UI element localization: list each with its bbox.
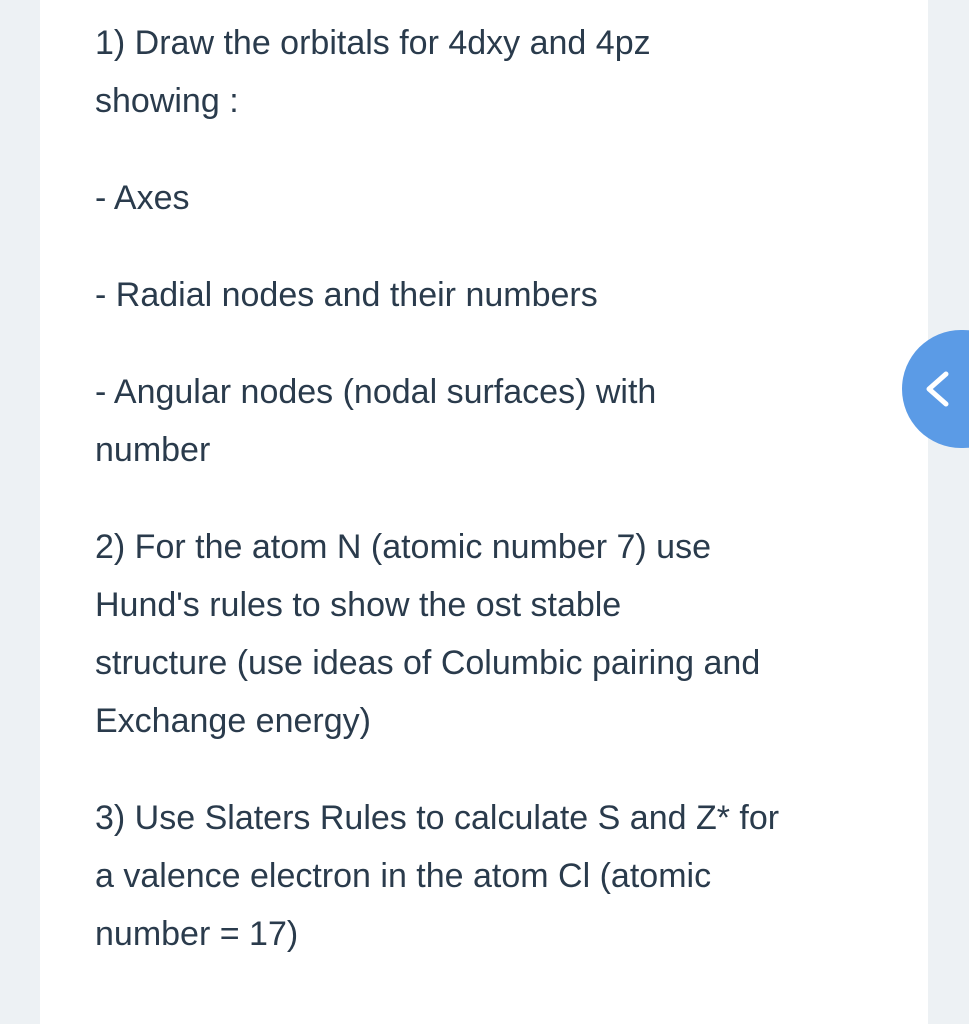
- question-2: [95, 518, 895, 750]
- question-text: [95, 14, 895, 963]
- question-1: [95, 14, 895, 130]
- question-3-line-3: number = 17): [95, 915, 299, 953]
- question-3: [95, 789, 895, 963]
- question-1-line-1: 1) Draw the orbitals for 4dxy and 4pz: [95, 24, 651, 62]
- question-3-line-1: 3) Use Slaters Rules to calculate S and Z* for: [95, 799, 780, 837]
- bullet-angular-line-1: - Angular nodes (nodal surfaces) with: [95, 373, 657, 411]
- bullet-axes: - Axes: [95, 179, 190, 217]
- bullet-angular-line-2: number: [95, 431, 211, 469]
- bullet-radial-nodes: - Radial nodes and their numbers: [95, 276, 598, 314]
- question-2-line-1: 2) For the atom N (atomic number 7) use: [95, 528, 712, 566]
- question-3-line-2: a valence electron in the atom Cl (atomic: [95, 857, 712, 895]
- question-2-line-4: Exchange energy): [95, 702, 371, 740]
- question-2-line-3: structure (use ideas of Columbic pairing and: [95, 644, 761, 682]
- bullet-angular-nodes: [95, 363, 895, 479]
- question-1-line-2: showing :: [95, 82, 239, 120]
- question-card: [40, 0, 928, 1024]
- chevron-left-icon: [922, 371, 952, 407]
- question-2-line-2: Hund's rules to show the ost stable: [95, 586, 622, 624]
